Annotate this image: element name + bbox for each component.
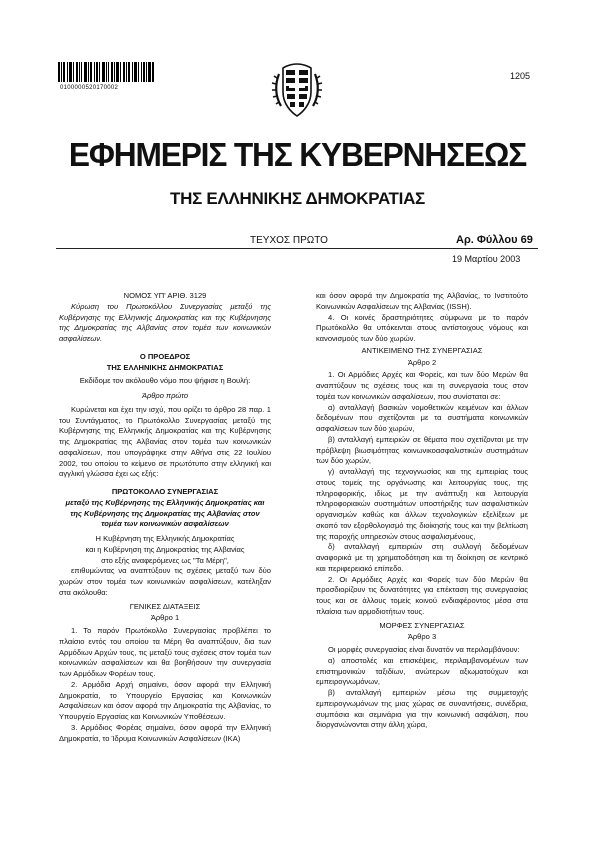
- article-1-para-3-cont: και όσον αφορά την Δημοκρατία της Αλβανίας, το Ινστιτούτο Κοινωνικών Ασφαλίσεων της Αλβανίας (ISSH).: [316, 291, 528, 311]
- article-2-item-a: α) ανταλλαγή βασικών νομοθετικών κειμένων και άλλων δεδομένων που σχετίζονται με τα συστήματα κοινωνικών ασφαλίσεων των δύο χωρών,: [316, 402, 528, 433]
- object-heading: ΑΝΤΙΚΕΙΜΕΝΟ ΤΗΣ ΣΥΝΕΡΓΑΣΙΑΣ: [361, 345, 483, 355]
- law-title: ΝΟΜΟΣ ΥΠ' ΑΡΙΘ. 3129: [123, 291, 207, 300]
- article-1-para-3: 3. Αρμόδιος Φορέας σημαίνει, όσον αφορά την Ελληνική Δημοκρατία, το Ίδρυμα Κοινωνικών Ασφαλίσεων (ΙΚΑ): [59, 722, 271, 743]
- page-number: 1205: [510, 71, 531, 81]
- article-1-para-1: 1. Το παρόν Πρωτόκολλο Συνεργασίας προβλέπει το πλαίσιο εντός του οποίου τα Μέρη θα αναπτύξουν, δια των Αρμόδιων Αρχών τους, τις μεταξύ τους σχέσεις στον τομέα των κοινωνικών ασφαλίσεων και θα βοηθήσουν την συνεργασία των Αρμόδιων Φορέων τους.: [59, 626, 271, 678]
- article-3-heading: Άρθρο 3: [407, 632, 437, 642]
- issue-date: 19 Μαρτίου 2003: [452, 254, 521, 264]
- parties-line-3: στο εξής αναφερόμενες ως "Τα Μέρη",: [101, 555, 229, 565]
- protocol-title: ΠΡΩΤΟΚΟΛΛΟ ΣΥΝΕΡΓΑΣΙΑΣ: [111, 487, 219, 496]
- article-3-intro: Οι μορφές συνεργασίας είναι δυνατόν να περιλαμβάνουν:: [328, 645, 520, 654]
- article-2-para-1: 1. Οι Αρμόδιες Αρχές και Φορείς, και των δύο Μερών θα αναπτύξουν τις σχέσεις τους και τη συνεργασία τους στον τομέα των κοινωνικών ασφαλίσεων, που συνίσταται σε:: [316, 370, 528, 401]
- article-1-para-4: 4. Οι κοινές δραστηριότητες σύμφωνα με το παρόν Πρωτόκολλο θα υπόκεινται στους αντίστοιχους νόμους και κανονισμούς των δύο χωρών.: [316, 312, 528, 343]
- article-first-text: Κυρώνεται και έχει την ισχύ, που ορίζει το άρθρο 28 παρ. 1 του Συντάγματος, το Πρωτόκολλο Συνεργασίας μεταξύ της Κυβέρνησης της Ελληνικής Δημοκρατίας και της Κυβέρνησης της Δημοκρατίας της Αλβανίας στον τομέα των κοινωνικών ασφαλίσεων, που υπογράφηκε στην Αθήνα στις 22 Ιουλίου 2002, του οποίου το κείμενο σε πρωτότυπο στην ελληνική και αγγλική γλώσσα έχει ως εξής:: [59, 404, 271, 479]
- article-2-item-c: γ) ανταλλαγή της τεχνογνωσίας και της εμπειρίας τους στους τομείς της οργάνωσης και λειτουργίας τους, της πληροφορικής, ιδίως με την ανάπτυξη και λειτουργία πληροφοριακών συστημάτων υποστήριξης των ασφαλιστικών οργανισμών καθώς και άλλων τεχνολογικών εξελίξεων με σκοπό τον εξορθολογισμό της διοίκησής τους και την βελτίωση της παροχής υπηρεσιών στους ασφαλισμένους,: [316, 467, 528, 541]
- article-2-heading: Άρθρο 2: [407, 357, 437, 367]
- gazette-title: ΕΦΗΜΕΡΙΣ ΤΗΣ ΚΥΒΕΡΝΗΣΕΩΣ: [68, 136, 527, 173]
- protocol-subtitle: μεταξύ της Κυβέρνησης της Ελληνικής Δημοκρατίας και της Κυβέρνησης της Δημοκρατίας της Αλβανίας στον τομέα των κοινωνικών ασφαλίσεων: [65, 497, 265, 529]
- article-3-item-b: β) ανταλλαγή εμπειριών μέσω της συμμετοχής εμπειρογνωμόνων της μιας χώρας σε συναντήσεις, συνέδρια, συμπόσια και σεμινάρια για την κοινωνική ασφάλιση, που διοργανώνονται στην άλλη χώρα,: [316, 688, 528, 730]
- article-first-heading: Άρθρο πρώτο: [141, 391, 189, 400]
- article-1-para-2: 2. Αρμόδια Αρχή σημαίνει, όσον αφορά την Ελληνική Δημοκρατία, το Υπουργείο Εργασίας και Κοινωνικών Ασφαλίσεων και όσον αφορά την Δημοκρατία της Αλβανίας, το Υπουργείο Εργασίας και Κοινωνικών Υποθέσεων.: [59, 679, 271, 721]
- right-column: [316, 291, 528, 731]
- parties-line-2: και η Κυβέρνηση της Δημοκρατίας της Αλβανίας: [85, 544, 245, 554]
- issue-label: ΤΕΥΧΟΣ ΠΡΩΤΟ: [250, 235, 328, 246]
- gazette-subtitle: ΤΗΣ ΕΛΛΗΝΙΚΗΣ ΔΗΜΟΚΡΑΤΙΑΣ: [170, 189, 425, 208]
- general-provisions-heading: ΓΕΝΙΚΕΣ ΔΙΑΤΑΞΕΙΣ: [129, 601, 201, 611]
- sheet-number: Αρ. Φύλλου 69: [456, 234, 533, 246]
- article-3-item-a: α) αποστολές και επισκέψεις, περιλαμβανομένων των επιστημονικών ταξιδίων, ανώτερων αξιωματούχων και εμπειρογνωμόνων,: [316, 655, 528, 687]
- article-1-heading: Άρθρο 1: [150, 613, 180, 623]
- law-summary: Κύρωση του Πρωτοκόλλου Συνεργασίας μεταξύ της Κυβέρνησης της Ελληνικής Δημοκρατίας και της Κυβέρνησης της Δημοκρατίας της Αλβανίας στον τομέα των κοινωνικών ασφαλίσεων.: [59, 301, 271, 343]
- article-2-item-d: δ) ανταλλαγή εμπειριών στη συλλογή δεδομένων αναφορικά με τη χρηματοδότηση και τη διοίκηση σε κεντρικό και περιφερειακό επίπεδο.: [316, 542, 528, 573]
- header-rule: [56, 248, 538, 249]
- parties-text: επιθυμώντας να αναπτύξουν τις σχέσεις μεταξύ των δύο χωρών στον τομέα των κοινωνικών ασφαλίσεων, κατέληξαν στα ακόλουθα:: [59, 566, 271, 597]
- left-column: [59, 291, 271, 744]
- barcode: [58, 62, 154, 82]
- barcode-number: 0100000520170002: [60, 85, 119, 91]
- article-2-item-b: β) ανταλλαγή εμπειριών σε θέματα που σχετίζονται με την πρόβλεψη βιωσιμότητας κοινωνικοασφαλιστικών συστημάτων των δύο χωρών,: [316, 434, 528, 466]
- forms-heading: ΜΟΡΦΕΣ ΣΥΝΕΡΓΑΣΙΑΣ: [379, 620, 465, 630]
- president-heading-2: ΤΗΣ ΕΛΛΗΝΙΚΗΣ ΔΗΜΟΚΡΑΤΙΑΣ: [106, 362, 224, 372]
- article-2-para-2: 2. Οι Αρμόδιες Αρχές και Φορείς των δύο Μερών θα προσδιορίζουν τις δυνατότητες για επέκταση της συνεργασίας τους και σε άλλους τομείς κοινού ενδιαφέροντος μέσα στα πλαίσια των αρμοδιοτήτων τους.: [316, 574, 528, 616]
- president-heading: Ο ΠΡΟΕΔΡΟΣ: [139, 351, 191, 361]
- parties-line-1: Η Κυβέρνηση της Ελληνικής Δημοκρατίας: [95, 534, 235, 543]
- greek-coat-of-arms-icon: [269, 62, 325, 118]
- enactment-formula: Εκδίδομε τον ακόλουθο νόμο που ψήφισε η Βουλή:: [79, 376, 251, 386]
